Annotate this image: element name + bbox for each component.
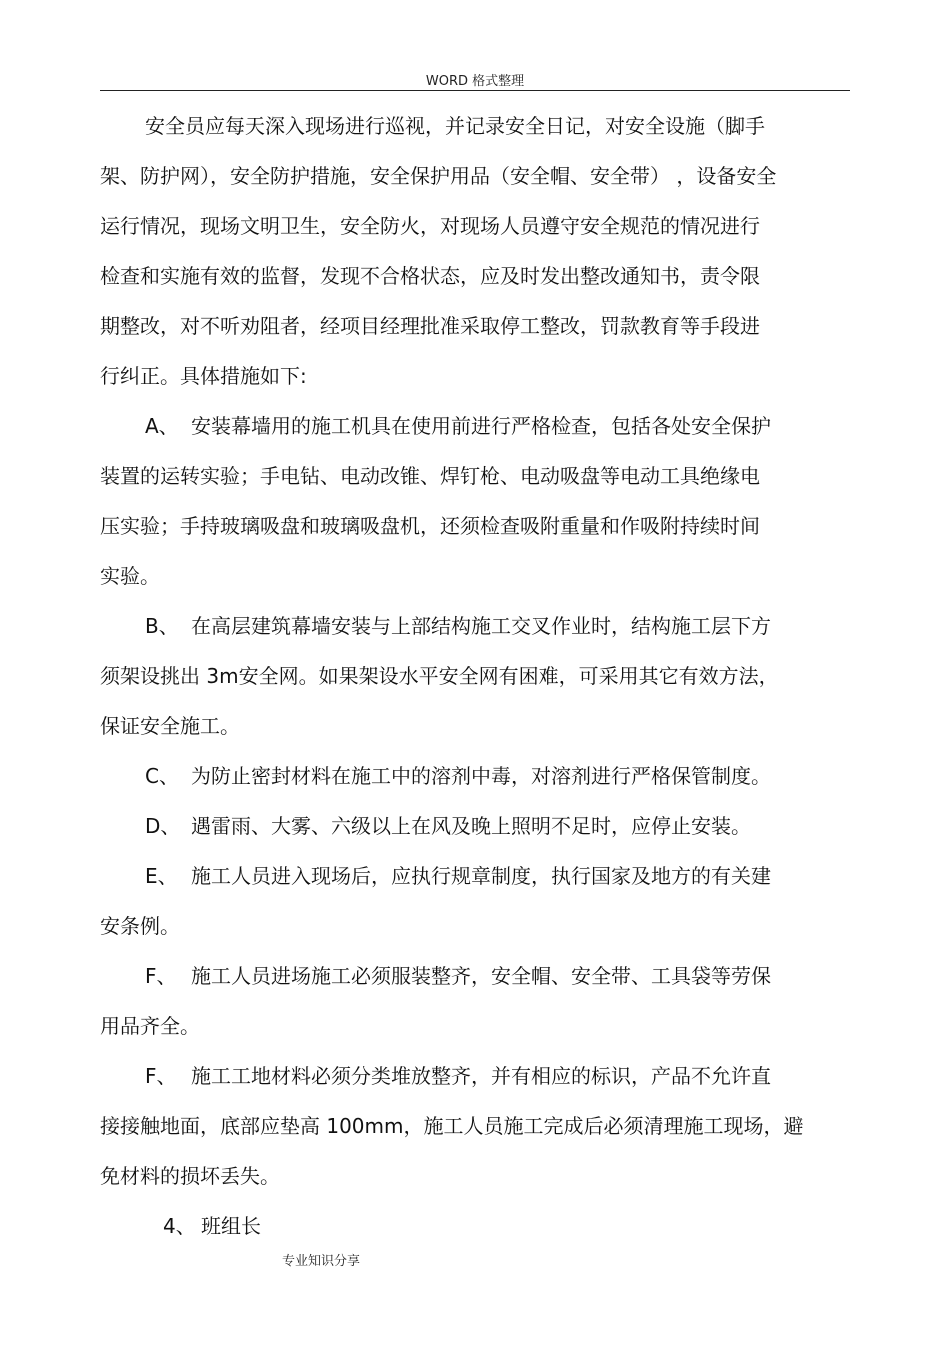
item-b-first-line xyxy=(145,613,771,639)
item-f-first-line xyxy=(145,963,771,989)
item-text: 遇雷雨、大雾、六级以上在风及晚上照明不足时，应停止安装。 xyxy=(191,814,751,838)
item-text: 安装幕墙用的施工机具在使用前进行严格检查，包括各处安全保护 xyxy=(191,414,771,438)
section-heading xyxy=(163,1213,261,1239)
item-line: 安条例。 xyxy=(100,914,180,938)
item-text: 施工人员进场施工必须服装整齐，安全帽、安全带、工具袋等劳保 xyxy=(191,964,771,988)
item-label: C、 xyxy=(145,764,179,788)
item-line: 免材料的损坏丢失。 xyxy=(100,1164,280,1188)
item-line: 实验。 xyxy=(100,564,160,588)
page-footer: 专业知识分享 xyxy=(282,1254,361,1269)
intro-line: 运行情况，现场文明卫生，安全防火，对现场人员遵守安全规范的情况进行 xyxy=(100,214,760,238)
item-line: 须架设挑出 3m安全网。如果架设水平安全网有困难，可采用其它有效方法， xyxy=(100,664,779,688)
item-e-first-line xyxy=(145,863,771,889)
item-f2-first-line xyxy=(145,1063,771,1089)
item-a-first-line xyxy=(145,413,771,439)
intro-line: 架、防护网），安全防护措施，安全保护用品（安全帽、安全带） ，设备安全 xyxy=(100,164,777,188)
intro-line: 期整改，对不听劝阻者，经项目经理批准采取停工整改，罚款教育等手段进 xyxy=(100,314,760,338)
item-label: B、 xyxy=(145,614,179,638)
item-line: 保证安全施工。 xyxy=(100,714,240,738)
page-header-title: WORD 格式整理 xyxy=(425,74,525,89)
item-label: F、 xyxy=(145,1064,177,1088)
intro-line: 行纠正。具体措施如下: xyxy=(100,364,307,388)
item-c-first-line xyxy=(145,763,771,789)
intro-line: 检查和实施有效的监督，发现不合格状态，应及时发出整改通知书，责令限 xyxy=(100,264,760,288)
item-line: 接接触地面，底部应垫高 100mm，施工人员施工完成后必须清理施工现场，避 xyxy=(100,1114,804,1138)
item-d-first-line xyxy=(145,813,751,839)
intro-line: 安全员应每天深入现场进行巡视，并记录安全日记，对安全设施（脚手 xyxy=(145,114,765,138)
item-label: D、 xyxy=(145,814,181,838)
item-label: E、 xyxy=(145,864,178,888)
item-text: 施工工地材料必须分类堆放整齐，并有相应的标识，产品不允许直 xyxy=(191,1064,771,1088)
item-label: F、 xyxy=(145,964,177,988)
item-line: 用品齐全。 xyxy=(100,1014,200,1038)
item-line: 装置的运转实验；手电钻、电动改锥、焊钉枪、电动吸盘等电动工具绝缘电 xyxy=(100,464,760,488)
item-line: 压实验；手持玻璃吸盘和玻璃吸盘机，还须检查吸附重量和作吸附持续时间 xyxy=(100,514,760,538)
item-text: 为防止密封材料在施工中的溶剂中毒，对溶剂进行严格保管制度。 xyxy=(191,764,771,788)
item-label: A、 xyxy=(145,414,179,438)
section-title: 班组长 xyxy=(201,1214,261,1238)
section-number: 4、 xyxy=(163,1214,196,1238)
header-rule xyxy=(100,90,850,91)
item-text: 施工人员进入现场后，应执行规章制度，执行国家及地方的有关建 xyxy=(191,864,771,888)
item-text: 在高层建筑幕墙安装与上部结构施工交叉作业时，结构施工层下方 xyxy=(191,614,771,638)
